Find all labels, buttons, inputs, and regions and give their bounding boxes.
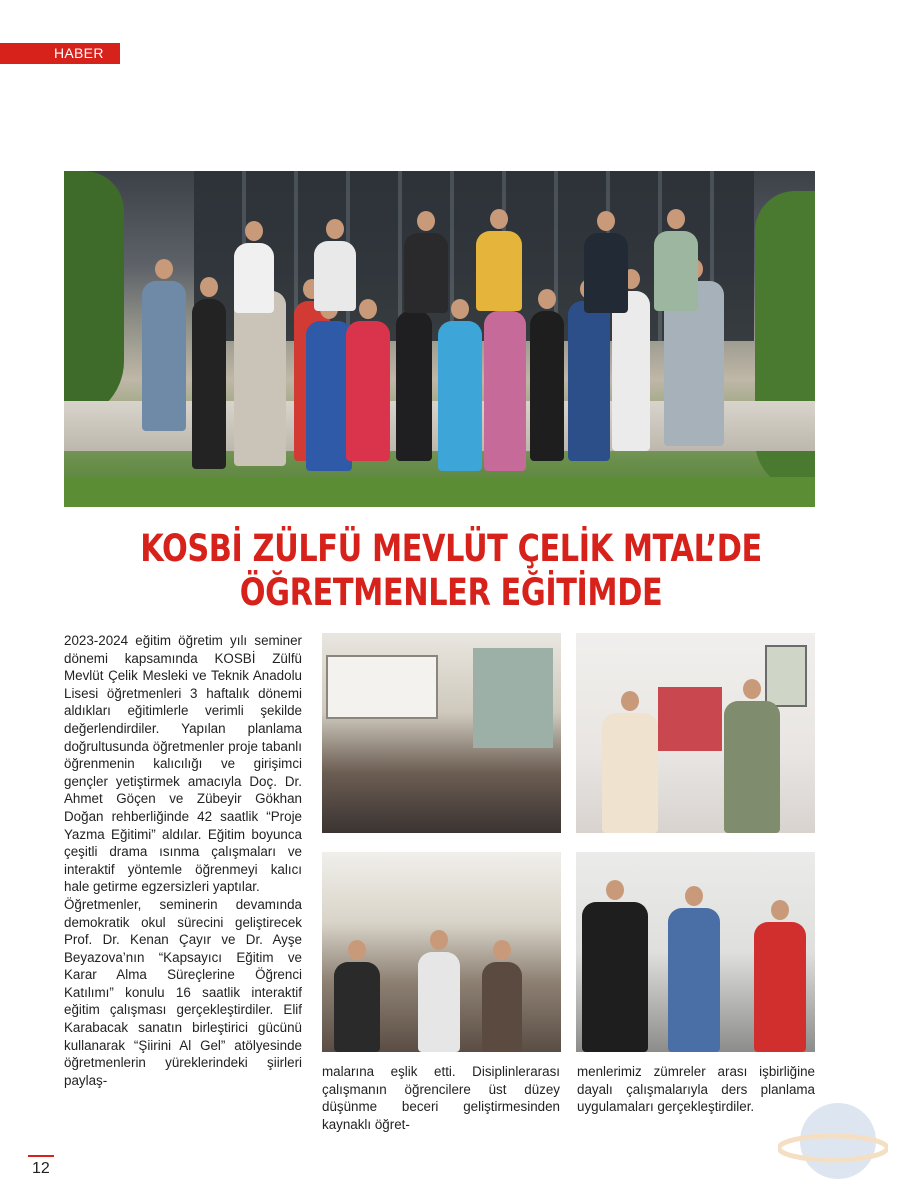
photo-person: [668, 908, 720, 1052]
photo-person: [346, 321, 390, 461]
photo-person: [482, 962, 522, 1052]
photo-person: [192, 299, 226, 469]
photo-person: [530, 311, 564, 461]
photo-person: [396, 311, 432, 461]
photo-window: [473, 648, 553, 748]
photo-person: [418, 952, 460, 1052]
photo-person: [142, 281, 186, 431]
photo-poster: [765, 645, 807, 707]
photo-person: [724, 701, 780, 833]
certificate-photo-2: [576, 852, 815, 1052]
photo-frame: [658, 687, 722, 751]
article-column-1: [64, 632, 302, 1089]
photo-person: [582, 902, 648, 1052]
certificate-photo-1: [576, 633, 815, 833]
photo-person: [612, 291, 650, 451]
article-paragraph: Öğretmenler, seminerin devamında demokratik okul sürecini geliştirecek Prof. Dr. Kenan Çayır ve Dr. Ayşe Beyazova’nın “Kapsayıcı Eğitim ve Karar Alma Süreçlerine Öğrenci Katılımı” konulu 16 saatlik interaktif eğitim çalışması gerçekleştirdiler. Elif Karabacak sanatın birleştirici gücünü kullanarak “Şiirini Al Gel” atölyesinde öğretmenlerin yüreklerindeki şiirleri paylaş-: [64, 896, 302, 1088]
workshop-photo: [322, 852, 561, 1052]
photo-person: [484, 311, 526, 471]
seminar-photo: [322, 633, 561, 833]
photo-person: [654, 231, 698, 311]
photo-person: [234, 243, 274, 313]
article-paragraph: 2023-2024 eğitim öğretim yılı seminer dönemi kapsamında KOSBİ Zülfü Mevlüt Çelik Mesleki ve Teknik Anadolu Lisesi öğretmenleri 3 haftalık dönemi aldıkları eğitimlerle verimli şekilde değerlendirdiler. Yapılan planlama doğrultusunda öğretmenler proje tabanlı öğrenmenin kalıcılığı ve girişimci gençler yetiştirmek amacıyla Doç. Dr. Ahmet Göçen ve Zübeyir Gökhan Doğan rehberliğinde 42 saatlik “Proje Yazma Eğitimi” aldılar. Eğitim boyunca çeşitli drama ısınma çalışmaları ve interaktif yöntemle öğrenmeyi kalıcı hale getirme egzersizleri yaptılar.: [64, 633, 302, 895]
projection-screen: [326, 655, 438, 719]
headline-line-2: ÖĞRETMENLER EĞİTİMDE: [239, 571, 663, 614]
photo-person: [476, 231, 522, 311]
photo-person: [568, 301, 610, 461]
photo-person: [754, 922, 806, 1052]
photo-person: [602, 713, 658, 833]
page-number: 12: [32, 1160, 50, 1177]
photo-person: [314, 241, 356, 311]
planet-watermark-icon: [778, 1086, 888, 1196]
group-photo: [64, 171, 815, 507]
photo-tree: [64, 171, 124, 421]
headline-line-1: KOSBİ ZÜLFÜ MEVLÜT ÇELİK MTAL’DE: [140, 527, 762, 570]
page-number-rule: [28, 1155, 54, 1157]
section-tag: HABER: [0, 43, 120, 64]
photo-person: [438, 321, 482, 471]
photo-person: [404, 233, 448, 313]
article-column-3: menlerimiz zümreler arası işbirliğine dayalı çalışmalarıyla ders planlama uygulamaları gerçekleştirdiler.: [577, 1064, 815, 1115]
photo-grass: [64, 477, 815, 507]
photo-person: [334, 962, 380, 1052]
photo-person: [584, 233, 628, 313]
article-column-2: malarına eşlik etti. Disiplinlerarası çalışmanın öğrencilere üst düzey düşünme beceri geliştirmesinden kaynaklı öğret-: [322, 1064, 560, 1132]
photo-person: [234, 291, 286, 466]
